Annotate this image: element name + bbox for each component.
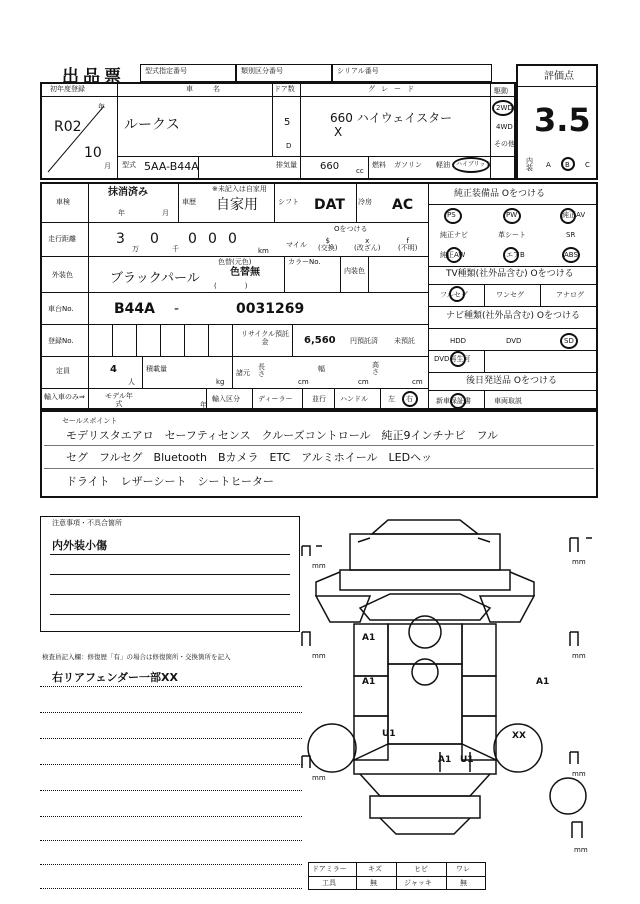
serial-field[interactable]: シリアル番号 bbox=[332, 64, 492, 82]
history-value: 自家用 bbox=[216, 197, 258, 213]
damage-mark: U1 bbox=[460, 755, 474, 765]
damage-mark: A1 bbox=[362, 633, 376, 643]
svg-text:mm: mm bbox=[572, 770, 586, 778]
model-code: 5AA-B44A bbox=[144, 160, 199, 173]
svg-text:mm: mm bbox=[572, 558, 586, 566]
page-title: 出品票 bbox=[62, 67, 125, 87]
svg-text:mm: mm bbox=[312, 562, 326, 570]
svg-text:mm: mm bbox=[574, 846, 588, 852]
door-count: 5 bbox=[284, 117, 291, 128]
chassis-number: 0031269 bbox=[236, 301, 305, 317]
shaken-status: 抹消済み bbox=[108, 187, 148, 198]
svg-text:mm: mm bbox=[312, 774, 326, 782]
damage-mark: A1 bbox=[362, 677, 376, 687]
score-box: 評価点 3.5 bbox=[516, 64, 598, 180]
damage-mark: U1 bbox=[382, 729, 396, 739]
notes-value: 内外装小傷 bbox=[52, 539, 107, 552]
first-reg-month: 10 bbox=[84, 145, 102, 161]
exterior-color: ブラックパール bbox=[110, 271, 200, 286]
damage-mark: XX bbox=[512, 731, 526, 741]
chassis-prefix: B44A bbox=[114, 301, 155, 317]
model-cert-field[interactable]: 型式指定番号 bbox=[140, 64, 236, 82]
svg-text:mm: mm bbox=[572, 652, 586, 660]
car-diagram bbox=[300, 512, 620, 852]
car-name: ルークス bbox=[124, 117, 180, 133]
inspector-note: 右リアフェンダー一部XX bbox=[52, 671, 178, 684]
grade: 660 ハイウェイスター bbox=[330, 111, 453, 125]
svg-text:mm: mm bbox=[312, 652, 326, 660]
first-reg-year: R02 bbox=[54, 119, 82, 135]
damage-mark: A1 bbox=[536, 677, 550, 687]
class-field[interactable]: 類別区分番号 bbox=[236, 64, 332, 82]
damage-mark: A1 bbox=[438, 755, 452, 765]
score-value: 3.5 bbox=[534, 101, 591, 139]
